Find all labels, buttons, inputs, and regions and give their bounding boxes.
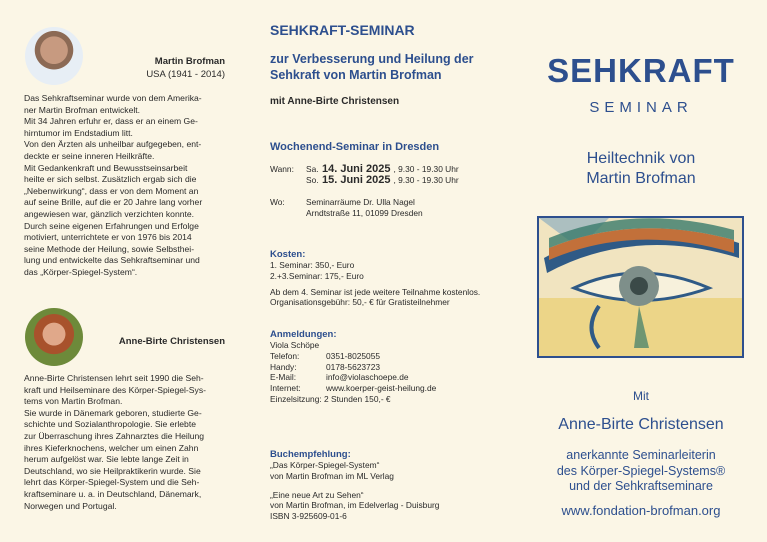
- bio-christensen-line: kraft und Heilseminare des Körper-Spiegel-Sys-: [24, 384, 206, 395]
- tagline-line1: Heiltechnik von: [586, 150, 696, 167]
- panel-seminar-details: [256, 0, 510, 542]
- contact-value: 0351-8025055: [326, 350, 381, 361]
- date1-date: 14. Juni 2025: [322, 163, 391, 175]
- cover-role: [515, 448, 767, 495]
- when-label: Wann:: [270, 164, 294, 174]
- cover-with: Mit: [633, 389, 649, 403]
- bio-brofman-line: „Nebenwirkung“, dass er von dem Moment an: [24, 185, 199, 196]
- contact-label: E-Mail:: [270, 372, 297, 383]
- seminar-subtitle-line1: zur Verbesserung und Heilung der: [270, 52, 474, 66]
- bio-brofman-line: Mit 34 Jahren erfuhr er, dass er an einem Ge-: [24, 116, 198, 127]
- bio-brofman-line: Das Sehkraftseminar wurde von dem Amerika-: [24, 93, 202, 103]
- cover-website-link[interactable]: www.fondation-brofman.org: [561, 503, 721, 518]
- single-session-price: Einzelsitzung: 2 Stunden 150,- €: [270, 393, 391, 404]
- date2-time: , 9.30 - 19.30 Uhr: [393, 174, 459, 185]
- date2-day: So.: [306, 174, 319, 185]
- person-name-brofman: Martin Brofman: [154, 56, 225, 67]
- role-line2: des Körper-Spiegel-Systems®: [556, 463, 726, 478]
- bio-brofman-line: auf seine Brille, auf die er 20 Jahre lang vorher: [24, 197, 203, 208]
- cover-tagline: [515, 149, 767, 189]
- bio-christensen-line: Sie wurde in Dänemark geboren, studierte Ge-: [24, 407, 202, 418]
- bio-brofman-line: heilte er sich selbst. Zusätzlich ergab sich die: [24, 174, 197, 185]
- role-line3: und der Sehkraftseminare: [569, 479, 713, 493]
- contact-label: Internet:: [270, 383, 301, 394]
- bio-brofman-line: seine Methode der Heilung, sowie Selbsthei-: [24, 243, 195, 254]
- book2-publisher: von Martin Brofman, im Edelverlag - Duisburg: [270, 500, 440, 511]
- role-line1: anerkannte Seminarleiterin: [566, 448, 716, 462]
- cost-note-fee: Organisationsgebühr: 50,- € für Gratisteilnehmer: [270, 297, 450, 308]
- registration-heading: Anmeldungen:: [270, 329, 337, 340]
- date1-time: , 9.30 - 19.30 Uhr: [393, 164, 459, 174]
- where-line2: Arndtstraße 11, 01099 Dresden: [306, 207, 423, 218]
- event-where: [270, 197, 500, 219]
- bio-christensen-line: ihres Kieferknochens, welcher um einen Zahn: [24, 442, 199, 453]
- bio-christensen-line: herum aufgelöst war. Sie lebte lange Zeit in: [24, 454, 189, 465]
- bio-brofman-line: motiviert, unterrichtete er von 1976 bis 2014: [24, 232, 192, 243]
- person-years-brofman: USA (1941 - 2014): [146, 69, 225, 80]
- event-heading: Wochenend-Seminar in Dresden: [270, 141, 440, 153]
- eye-illustration: [539, 218, 742, 356]
- bio-christensen-line: Norwegen und Portugal.: [24, 500, 117, 511]
- book1-publisher: von Martin Brofman im ML Verlag: [270, 470, 394, 481]
- costs-section: [270, 249, 500, 308]
- bio-brofman-line: lung und entwickelte das Sehkraftseminar und: [24, 255, 200, 266]
- cost-first: 1. Seminar: 350,- Euro: [270, 260, 355, 270]
- bio-brofman-line: das „Körper-Spiegel-System“.: [24, 266, 138, 277]
- eye-of-horus-image: [537, 216, 744, 358]
- cost-followup: 2.+3.Seminar: 175,- Euro: [270, 270, 364, 281]
- bio-christensen: [24, 373, 225, 512]
- book2-isbn: ISBN 3-925609-01-6: [270, 511, 347, 522]
- contact-row: [270, 351, 505, 362]
- costs-heading: Kosten:: [270, 249, 306, 260]
- portrait-martin-brofman: [25, 27, 83, 85]
- bio-brofman-line: angewiesen war, gänzlich verzichten konnte.: [24, 208, 195, 219]
- bio-christensen-line: kraftseminare u. a. in Deutschland, Dänemark,: [24, 488, 202, 499]
- contact-row: [270, 383, 505, 394]
- registration-contact-name: Viola Schöpe: [270, 340, 320, 350]
- date-row-2: [306, 175, 459, 186]
- contact-list: [270, 351, 505, 394]
- seminar-title: SEHKRAFT-SEMINAR: [270, 22, 415, 38]
- cost-note-free: Ab dem 4. Seminar ist jede weitere Teilnahme kostenlos.: [270, 286, 481, 297]
- bio-brofman-line: hirntumor im Endstadium litt.: [24, 127, 133, 138]
- book2-title: „Eine neue Art zu Sehen“: [270, 489, 364, 500]
- person-name-christensen: Anne-Birte Christensen: [118, 336, 225, 347]
- date2-date: 15. Juni 2025: [322, 173, 391, 186]
- contact-row: [270, 372, 505, 383]
- panel-biographies: [0, 0, 251, 542]
- bio-brofman-line: Mit Gedankenkraft und Bewusstseinsarbeit: [24, 162, 188, 173]
- bio-brofman-line: Von den Ärzten als unheilbar aufgegeben, ent-: [24, 139, 202, 150]
- bio-christensen-line: lehrt das Körper-Spiegel-System und die Seh-: [24, 477, 200, 488]
- contact-value[interactable]: info@violaschoepe.de: [326, 372, 409, 383]
- bio-christensen-line: tems von Martin Brofman.: [24, 396, 123, 407]
- bio-brofman-line: Durch seine eigenen Erfahrungen und Erfolge: [24, 220, 199, 231]
- bio-brofman-line: ner Martin Brofman entwickelt.: [24, 104, 141, 115]
- tagline-line2: Martin Brofman: [586, 170, 696, 187]
- seminar-subtitle-line2: Sehkraft von Martin Brofman: [270, 68, 442, 82]
- bio-christensen-line: schichte und Sozialanthropologie. Sie erlebte: [24, 419, 196, 430]
- contact-label: Telefon:: [270, 350, 300, 361]
- contact-label: Handy:: [270, 361, 297, 372]
- contact-value[interactable]: www.koerper-geist-heilung.de: [326, 383, 437, 394]
- cover-title: SEHKRAFT: [547, 52, 735, 89]
- books-heading: Buchempfehlung:: [270, 449, 351, 460]
- bio-christensen-line: Deutschland, wo sie Heilpraktikerin wurde. Sie: [24, 465, 201, 476]
- bio-christensen-line: Anne-Birte Christensen lehrt seit 1990 die Seh-: [24, 373, 204, 383]
- event-when: [270, 164, 500, 186]
- registration-section: [270, 329, 505, 405]
- portrait-anne-birte-christensen: [25, 308, 83, 366]
- bio-christensen-line: zur Überraschung ihres Zahnarztes die Heilung: [24, 430, 205, 441]
- bio-brofman-line: deckte er seine inneren Heilkräfte.: [24, 150, 155, 161]
- books-section: [270, 449, 505, 522]
- cover-instructor: Anne-Birte Christensen: [558, 416, 724, 433]
- date1-day: Sa.: [306, 164, 319, 174]
- contact-value: 0178-5623723: [326, 361, 381, 372]
- panel-cover: [515, 0, 767, 542]
- book1-title: „Das Körper-Spiegel-System“: [270, 460, 380, 470]
- contact-row: [270, 362, 505, 373]
- bio-brofman: [24, 93, 225, 279]
- cover-subtitle: SEMINAR: [589, 99, 693, 116]
- where-label: Wo:: [270, 197, 285, 207]
- seminar-with: mit Anne-Birte Christensen: [270, 96, 400, 107]
- where-line1: Seminarräume Dr. Ulla Nagel: [306, 197, 415, 207]
